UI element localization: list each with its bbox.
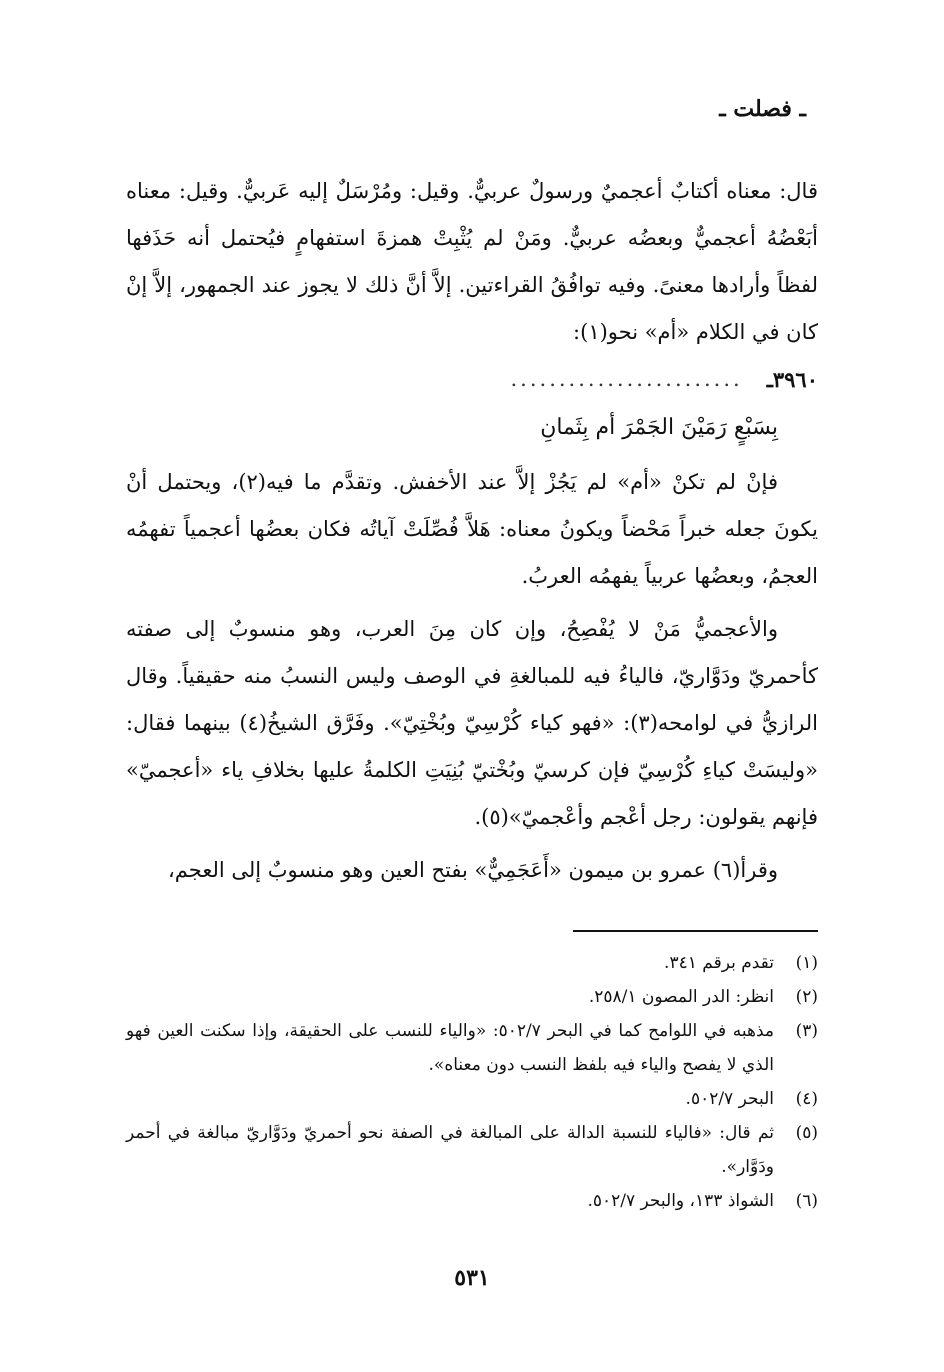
footnote (126, 1184, 818, 1218)
footnote-number: (١) (795, 953, 818, 973)
footnote-text: البحر ٥٠٢/٧. (685, 1089, 774, 1109)
verse-dots: ........................ (510, 367, 743, 391)
footnote-number: (٢) (795, 987, 818, 1007)
paragraph-2: فإنْ لم تكنْ «أم» لم يَجُزْ إلاَّ عند الأخفش. وتقدَّم ما فيه(٢)، ويحتمل أنْ يكونَ جعله خبراً مَحْضاً ويكونُ معناه: هَلاَّ فُصِّلَتْ آياتُه فكان بعضُها أعجمياً تفهمُه العجمُ، وبعضُها عربياً يفهمُه العربُ. (126, 470, 818, 588)
page-number: ٥٣١ (454, 1265, 490, 1291)
footnote-text: ثم قال: «فالياء للنسبة الدالة على المبالغة في الصفة نحو أحمريّ ودَوَّاريّ مبالغة في أحمر ودَوَّار». (126, 1123, 774, 1177)
footnote-number: (٤) (795, 1089, 818, 1109)
paragraph-3: والأعجميُّ مَنْ لا يُفْصِحُ، وإن كان مِنَ العرب، وهو منسوبٌ إلى صفته كأحمريّ ودَوَّاريّ، فالياءُ فيه للمبالغةِ في الوصف وليس النسبُ منه حقيقياً. وقال الرازيُّ في لوامحه(٣): «فهو كياء كُرْسِيّ وبُخْتِيّ». وفَرَّق الشيخُ(٤) بينهما فقال: «وليسَتْ كياءِ كُرْسِيّ فإن كرسيّ وبُخْتيّ بُنِيَتِ الكلمةُ عليها بخلافِ ياء «أعجميّ» فإنهم يقولون: رجل أعْجم وأعْجميّ»(٥). (126, 617, 818, 829)
paragraph-4: وقرأ(٦) عمرو بن ميمون «أَعَجَمِيٌّ» بفتح العين وهو منسوبٌ إلى العجم، (168, 858, 778, 882)
footnote (126, 946, 818, 980)
poetry-verse: بِسَبْعٍ رَمَيْنَ الجَمْرَ أم بِثَمانِ (540, 415, 778, 440)
footnote-number: (٦) (795, 1191, 818, 1211)
verse-number-line (126, 356, 818, 403)
footnote (126, 1082, 818, 1116)
footnotes (126, 946, 818, 1218)
verse-number: ٣٩٦٠ـ (766, 367, 818, 392)
footnote (126, 980, 818, 1014)
running-header: ـ فصلت ـ (719, 96, 806, 122)
main-text (126, 168, 818, 894)
footnote (126, 1116, 818, 1184)
paragraph-1: قال: معناه أكتابٌ أعجميٌ ورسولٌ عربيٌّ. وقيل: ومُرْسَلٌ إليه عَربيٌّ. وقيل: معناه أبَعْضُهُ أعجميٌّ وبعضُه عربيٌّ. ومَنْ لم يُثْبِتْ همزةَ استفهامٍ فيُحتمل أنه حَذَفها لفظاً وأرادها معنىً. وفيه توافُقُ القراءتين. إلاَّ أنَّ ذلك لا يجوز عند الجمهور، إلاَّ إنْ كان في الكلام «أم» نحو(١): (126, 179, 818, 344)
footnote-text: تقدم برقم ٣٤١. (664, 953, 774, 973)
footnote-number: (٣) (795, 1021, 818, 1041)
footnote-text: انظر: الدر المصون ٢٥٨/١. (588, 987, 774, 1007)
footnote (126, 1014, 818, 1082)
footnote-divider (573, 930, 818, 932)
footnote-number: (٥) (795, 1123, 818, 1143)
footnote-text: الشواذ ١٣٣، والبحر ٥٠٢/٧. (587, 1191, 774, 1211)
footnote-text: مذهبه في اللوامح كما في البحر ٥٠٢/٧: «والياء للنسب على الحقيقة، وإذا سكنت العين فهو الذي لا يفصح والياء فيه بلفظ النسب دون معناه». (126, 1021, 774, 1075)
